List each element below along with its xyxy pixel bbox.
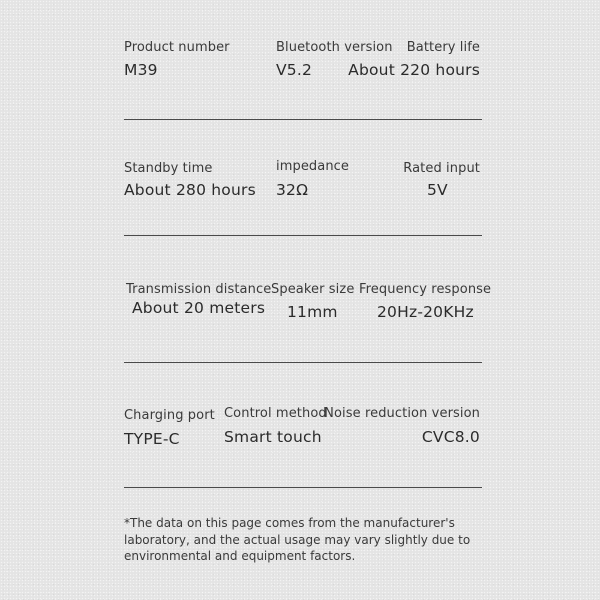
charging-port-label: Charging port (124, 408, 215, 423)
bluetooth-version-value: V5.2 (276, 61, 313, 79)
product-number-value: M39 (124, 61, 158, 79)
noise-reduction-label: Noise reduction version (324, 406, 480, 421)
standby-time-value: About 280 hours (124, 181, 256, 199)
transmission-distance-label: Transmission distance (126, 282, 272, 297)
battery-life-value: About 220 hours (348, 61, 480, 79)
divider-1 (124, 119, 482, 120)
product-number-label: Product number (124, 40, 230, 55)
battery-life-label: Battery life (406, 40, 480, 55)
rated-input-value: 5V (427, 181, 448, 199)
footnote: *The data on this page comes from the manufacturer's laboratory, and the actual usage may vary slightly due to environmental and equipment factors. (124, 516, 471, 563)
speaker-size-value: 11mm (287, 303, 338, 321)
divider-4 (124, 487, 482, 488)
speaker-size-label: Speaker size (271, 282, 355, 297)
divider-2 (124, 235, 482, 236)
charging-port-value: TYPE-C (124, 430, 180, 448)
control-method-value: Smart touch (224, 428, 322, 446)
standby-time-label: Standby time (124, 161, 213, 176)
divider-3 (124, 362, 482, 363)
transmission-distance-value: About 20 meters (132, 299, 266, 317)
rated-input-label: Rated input (403, 161, 480, 176)
frequency-response-label: Frequency response (359, 282, 492, 297)
impedance-value: 32Ω (276, 181, 309, 199)
impedance-label: impedance (276, 159, 350, 174)
noise-reduction-value: CVC8.0 (421, 428, 480, 446)
frequency-response-value: 20Hz-20KHz (377, 303, 474, 321)
control-method-label: Control method (224, 406, 327, 421)
bluetooth-version-label: Bluetooth version (276, 40, 393, 55)
